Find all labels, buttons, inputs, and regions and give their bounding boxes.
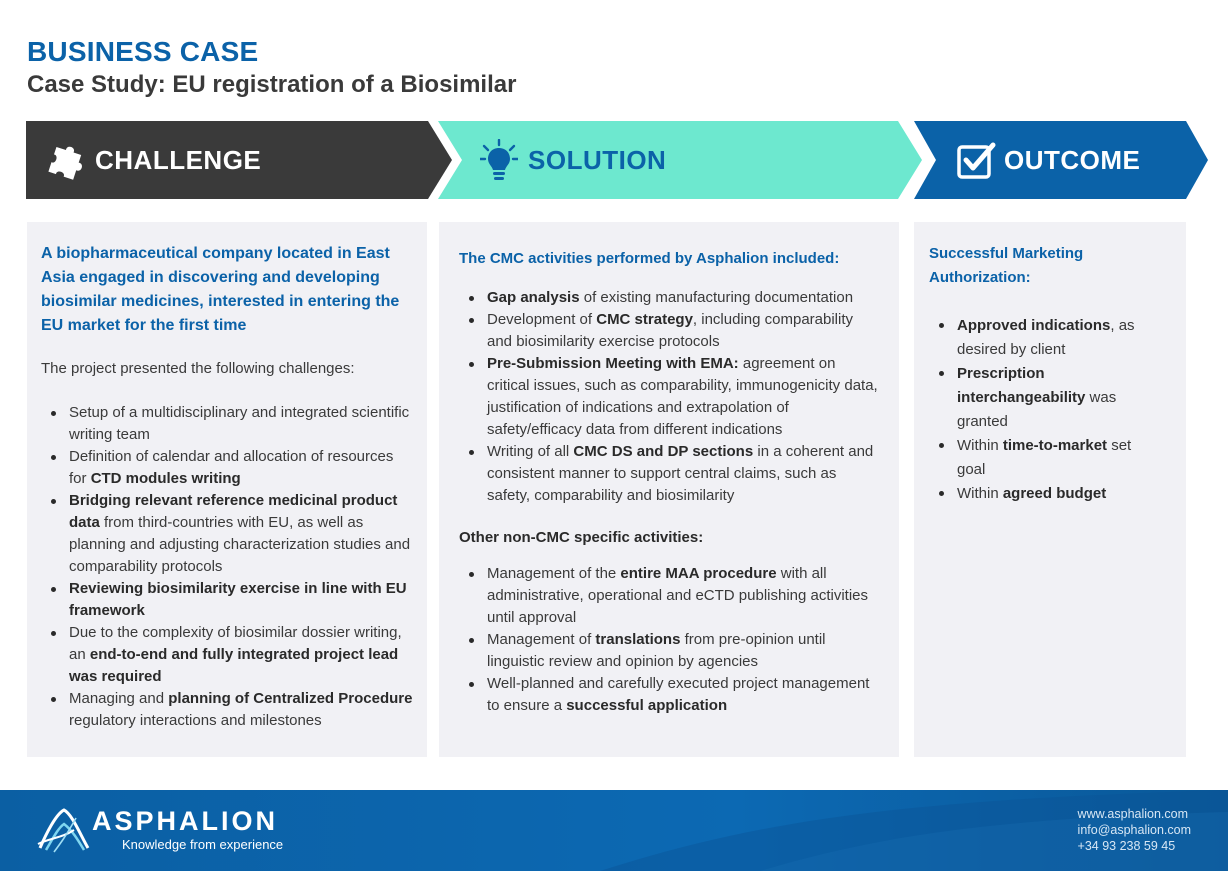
list-item: Prescription interchangeability was granted — [929, 362, 1150, 434]
list-item: Pre-Submission Meeting with EMA: agreement on critical issues, such as comparability, immunogenicity data, justification of indications and extrapolation of safety/efficacy data from different indications — [459, 353, 879, 441]
solution-heading-cmc: The CMC activities performed by Asphalion included: — [459, 250, 840, 267]
outcome-heading: Successful Marketing Authorization: — [929, 245, 1084, 286]
footer-contact — [1078, 806, 1191, 854]
list-item: Well-planned and carefully executed project management to ensure a successful application — [459, 673, 879, 717]
challenge-intro: The project presented the following challenges: — [41, 360, 355, 377]
list-item: Development of CMC strategy, including comparability and biosimilarity exercise protocols — [459, 309, 879, 353]
solution-label: SOLUTION — [528, 145, 667, 175]
list-item: Approved indications, as desired by client — [929, 314, 1150, 362]
outcome-banner — [914, 121, 1210, 199]
challenge-label: CHALLENGE — [95, 145, 262, 175]
solution-panel — [439, 222, 899, 757]
list-item: Definition of calendar and allocation of resources for CTD modules writing — [41, 446, 413, 490]
list-item: Bridging relevant reference medicinal product data from third-countries with EU, as well as planning and adjusting characterization studies and comparability protocols — [41, 490, 413, 578]
asphalion-logo-icon — [36, 804, 92, 861]
footer-phone: +34 93 238 59 45 — [1077, 839, 1176, 853]
solution-heading-other: Other non-CMC specific activities: — [459, 529, 704, 546]
list-item: Management of the entire MAA procedure with all administrative, operational and eCTD publishing activities until approval — [459, 563, 879, 629]
list-item: Due to the complexity of biosimilar dossier writing, an end-to-end and fully integrated project lead was required — [41, 622, 413, 688]
footer — [0, 790, 1228, 871]
outcome-list — [929, 314, 1150, 506]
challenge-banner — [26, 121, 454, 199]
outcome-label: OUTCOME — [1004, 145, 1141, 175]
solution-banner — [438, 121, 924, 199]
list-item: Managing and planning of Centralized Procedure regulatory interactions and milestones — [41, 688, 413, 732]
list-item: Reviewing biosimilarity exercise in line with EU framework — [41, 578, 413, 622]
solution-other-list — [459, 563, 879, 717]
challenge-lead: A biopharmaceutical company located in East Asia engaged in discovering and developing biosimilar medicines, interested in entering the EU market for the first time — [41, 245, 400, 334]
challenge-list — [41, 402, 413, 732]
footer-email-link[interactable]: info@asphalion.com — [1077, 823, 1191, 837]
challenge-panel — [27, 222, 427, 757]
outcome-panel — [914, 222, 1186, 757]
list-item: Setup of a multidisciplinary and integrated scientific writing team — [41, 402, 413, 446]
list-item: Gap analysis of existing manufacturing documentation — [459, 287, 879, 309]
list-item: Within agreed budget — [929, 482, 1150, 506]
list-item: Management of translations from pre-opinion until linguistic review and opinion by agencies — [459, 629, 879, 673]
page-subtitle: Case Study: EU registration of a Biosimilar — [27, 71, 517, 98]
page-title: BUSINESS CASE — [27, 36, 259, 67]
list-item: Within time-to-market set goal — [929, 434, 1150, 482]
footer-tagline: Knowledge from experience — [122, 837, 284, 852]
solution-cmc-list — [459, 287, 879, 507]
footer-website-link[interactable]: www.asphalion.com — [1077, 807, 1189, 821]
footer-brand: ASPHALION — [92, 806, 279, 836]
list-item: Writing of all CMC DS and DP sections in a coherent and consistent manner to support central claims, such as safety, comparability and biosimilarity — [459, 441, 879, 507]
